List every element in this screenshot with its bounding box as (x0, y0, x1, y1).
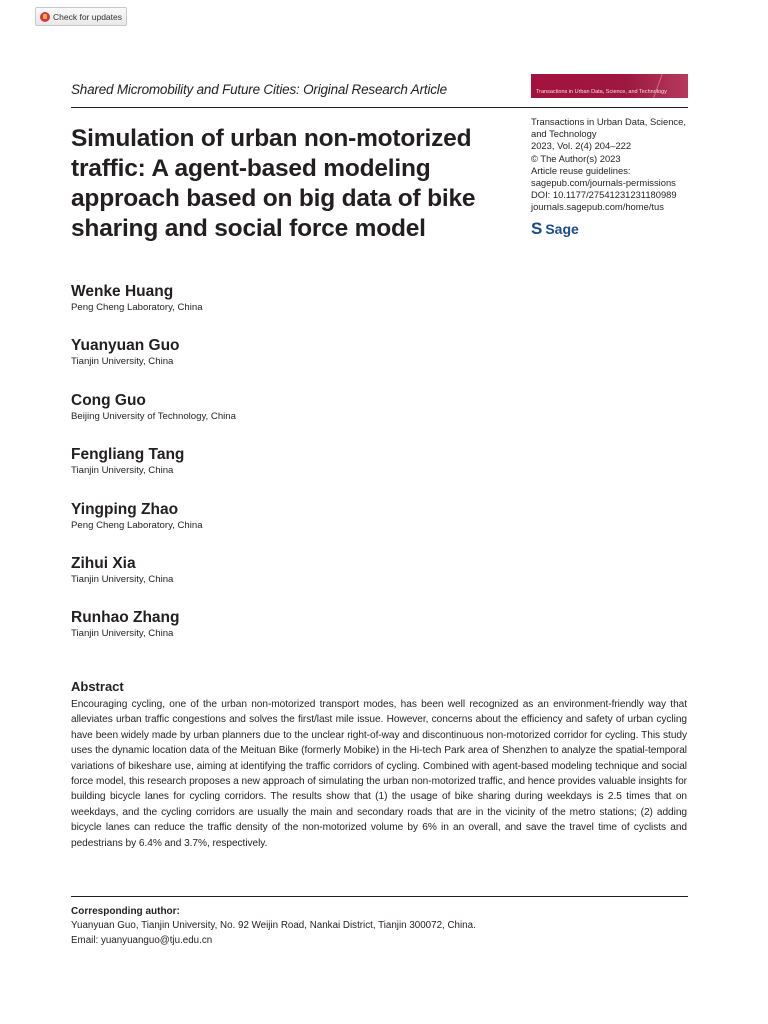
doi[interactable]: DOI: 10.1177/27541231231180989 (531, 189, 677, 201)
author-entry (71, 500, 511, 554)
author-name: Yuanyuan Guo (71, 337, 180, 355)
author-entry (71, 445, 511, 499)
author-name: Wenke Huang (71, 283, 174, 300)
author-affiliation: Tianjin University, China (71, 628, 174, 640)
author-affiliation: Beijing University of Technology, China (71, 410, 236, 422)
journal-banner (531, 74, 688, 98)
journal-link[interactable]: journals.sagepub.com/home/tus (531, 201, 664, 213)
sage-s-logo-icon: S (531, 219, 543, 238)
corresponding-author-address: Yuanyuan Guo, Tianjin University, No. 92 Weijin Road, Nankai District, Tianjin 300072, China. (71, 920, 476, 931)
author-name: Zihui Xia (71, 554, 136, 572)
publisher-logo (531, 220, 579, 237)
abstract-text: Encouraging cycling, one of the urban non-motorized transport modes, has been well recognized as an environment-friendly way that alleviates urban traffic congestions and solves the first/last mile issue. However, concerns about the efficiency and safety of urban cycling have been widely made by urban planners due to the unclear right-of-way and discontinuous non-motorized corridor for cycling. This study uses the dynamic location data of the Meituan Bike (formerly Mobike) in the Hi-tech Park area of Shenzhen to analyze the spatial-temporal variations of bikeshare use, aiming at identifying the traffic corridors of cycling. Combined with agent-based modeling technique and social force model, this research proposes a new approach of simulating the urban non-motorized traffic, and hence provides valuable insights for building bicycle lanes for cycling corridors. The results show that (1) the usage of bike sharing during weekdays is 2.5 times that on weekdays, and the cycling corridors are usually the main and secondary roads that are in the vicinity of the metro stations; (2) adding bicycle lanes can reduce the traffic density of the non-motorized volume by 6% in an overall, and save the travel time of cyclists and pedestrians by 6.4% and 3.7%, respectively. (71, 699, 687, 849)
author-entry (71, 608, 511, 662)
crossmark-icon (40, 12, 50, 22)
reuse-link[interactable]: sagepub.com/journals-permissions (531, 177, 676, 189)
author-affiliation: Peng Cheng Laboratory, China (71, 519, 203, 531)
corresponding-author-email[interactable]: Email: yuanyuanguo@tju.edu.cn (71, 935, 213, 946)
footer-rule (71, 896, 688, 897)
author-entry (71, 554, 511, 608)
journal-name-line1: Transactions in Urban Data, Science, (531, 116, 686, 127)
header-rule (71, 107, 688, 108)
author-entry (71, 391, 511, 445)
corresponding-author-label: Corresponding author: (71, 906, 180, 917)
author-name: Yingping Zhao (71, 500, 179, 518)
volume-info: 2023, Vol. 2(4) 204–222 (531, 140, 632, 152)
reuse-label: Article reuse guidelines: (531, 164, 631, 176)
journal-banner-text: Transactions in Urban Data, Science, and Technology (536, 89, 667, 95)
author-affiliation: Peng Cheng Laboratory, China (71, 302, 203, 313)
author-entry (71, 282, 511, 336)
publisher-name: Sage (545, 220, 579, 237)
abstract-heading: Abstract (71, 679, 124, 694)
author-name: Runhao Zhang (71, 609, 180, 627)
article-section-label: Shared Micromobility and Future Cities: Original Research Article (71, 82, 447, 97)
author-entry (71, 336, 511, 390)
author-name: Fengliang Tang (71, 446, 185, 464)
article-title: Simulation of urban non-motorized traffic: A agent-based modeling approach based on big data of bike sharing and social force model (71, 125, 476, 242)
journal-name-line2: and Technology (531, 128, 597, 140)
author-affiliation: Tianjin University, China (71, 356, 174, 368)
author-affiliation: Tianjin University, China (71, 573, 174, 585)
copyright: © The Author(s) 2023 (531, 152, 621, 164)
check-for-updates-label: Check for updates (53, 11, 122, 22)
author-list (71, 282, 511, 663)
author-affiliation: Tianjin University, China (71, 465, 174, 477)
publication-info (531, 116, 691, 214)
author-name: Cong Guo (71, 391, 146, 409)
check-for-updates-button[interactable] (35, 7, 127, 26)
